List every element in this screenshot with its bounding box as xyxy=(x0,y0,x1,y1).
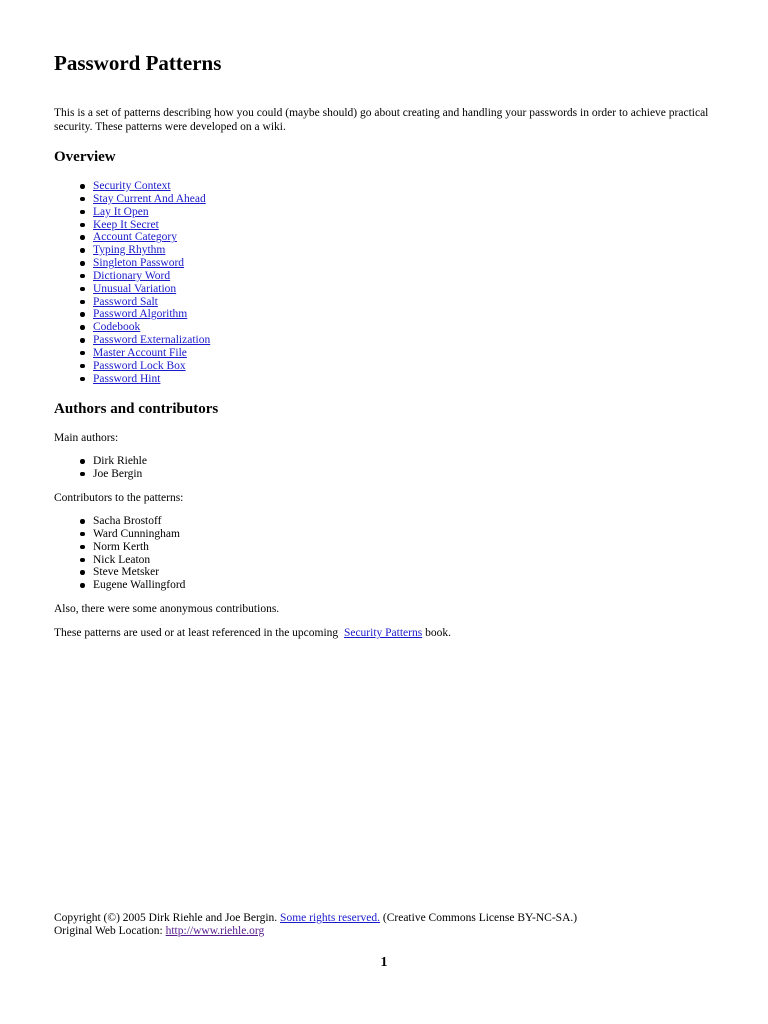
book-prefix: These patterns are used or at least referenced in the upcoming xyxy=(54,627,339,639)
anonymous-note: Also, there were some anonymous contributions. xyxy=(54,603,280,615)
list-item: Nick Leaton xyxy=(80,554,185,567)
list-item xyxy=(80,308,210,321)
list-item xyxy=(80,283,210,296)
list-item xyxy=(80,270,210,283)
list-item xyxy=(80,321,210,334)
list-item xyxy=(80,257,210,270)
pattern-link-password-algorithm[interactable]: Password Algorithm xyxy=(93,308,188,321)
web-location-line xyxy=(54,925,577,938)
list-item: Norm Kerth xyxy=(80,541,185,554)
intro-paragraph: This is a set of patterns describing how you could (maybe should) go about creating and handling your passwords in order to achieve practical security. These patterns were developed on a wiki. xyxy=(54,107,709,133)
list-item xyxy=(80,244,210,257)
pattern-link-keep-it-secret[interactable]: Keep It Secret xyxy=(93,218,159,231)
web-location-label: Original Web Location: xyxy=(54,925,163,937)
main-authors-label: Main authors: xyxy=(54,432,119,444)
pattern-link-password-lock-box[interactable]: Password Lock Box xyxy=(93,359,186,372)
overview-list xyxy=(80,180,210,386)
contributors-list xyxy=(80,515,185,592)
authors-heading: Authors and contributors xyxy=(54,401,219,417)
pattern-link-unusual-variation[interactable]: Unusual Variation xyxy=(93,282,177,295)
pattern-link-account-category[interactable]: Account Category xyxy=(93,231,177,244)
contributors-label: Contributors to the patterns: xyxy=(54,492,184,504)
page-number: 1 xyxy=(380,955,388,970)
list-item: Steve Metsker xyxy=(80,566,185,579)
main-authors-list xyxy=(80,455,147,481)
pattern-link-master-account-file[interactable]: Master Account File xyxy=(93,346,187,359)
license-text: (Creative Commons License BY-NC-SA.) xyxy=(382,912,578,924)
copyright-line xyxy=(54,912,577,925)
riehle-org-link[interactable]: http://www.riehle.org xyxy=(165,925,265,937)
list-item xyxy=(80,193,210,206)
pattern-link-codebook[interactable]: Codebook xyxy=(93,321,141,334)
pattern-link-stay-current-and-ahead[interactable]: Stay Current And Ahead xyxy=(93,192,206,205)
page-title: Password Patterns xyxy=(54,51,222,75)
list-item: Dirk Riehle xyxy=(80,455,147,468)
list-item: Joe Bergin xyxy=(80,468,147,481)
list-item xyxy=(80,231,210,244)
list-item xyxy=(80,296,210,309)
pattern-link-singleton-password[interactable]: Singleton Password xyxy=(93,257,185,270)
pattern-link-security-context[interactable]: Security Context xyxy=(93,180,171,192)
list-item xyxy=(80,347,210,360)
list-item: Sacha Brostoff xyxy=(80,515,185,528)
pattern-link-typing-rhythm[interactable]: Typing Rhythm xyxy=(93,244,166,257)
pattern-link-password-hint[interactable]: Password Hint xyxy=(93,372,161,385)
some-rights-reserved-link[interactable]: Some rights reserved. xyxy=(280,912,381,924)
list-item xyxy=(80,206,210,219)
security-patterns-link[interactable]: Security Patterns xyxy=(343,627,423,639)
list-item xyxy=(80,373,210,386)
footer xyxy=(54,912,577,938)
list-item: Ward Cunningham xyxy=(80,528,185,541)
list-item xyxy=(80,219,210,232)
overview-heading: Overview xyxy=(54,149,116,165)
list-item xyxy=(80,334,210,347)
copyright-text: Copyright (©) 2005 Dirk Riehle and Joe Bergin. xyxy=(54,912,278,924)
list-item xyxy=(80,180,210,193)
list-item: Eugene Wallingford xyxy=(80,579,185,592)
pattern-link-lay-it-open[interactable]: Lay It Open xyxy=(93,205,149,218)
book-reference xyxy=(54,626,451,640)
pattern-link-dictionary-word[interactable]: Dictionary Word xyxy=(93,269,171,282)
pattern-link-password-salt[interactable]: Password Salt xyxy=(93,295,158,308)
list-item xyxy=(80,360,210,373)
pattern-link-password-externalization[interactable]: Password Externalization xyxy=(93,334,211,347)
book-suffix: book. xyxy=(425,627,451,639)
